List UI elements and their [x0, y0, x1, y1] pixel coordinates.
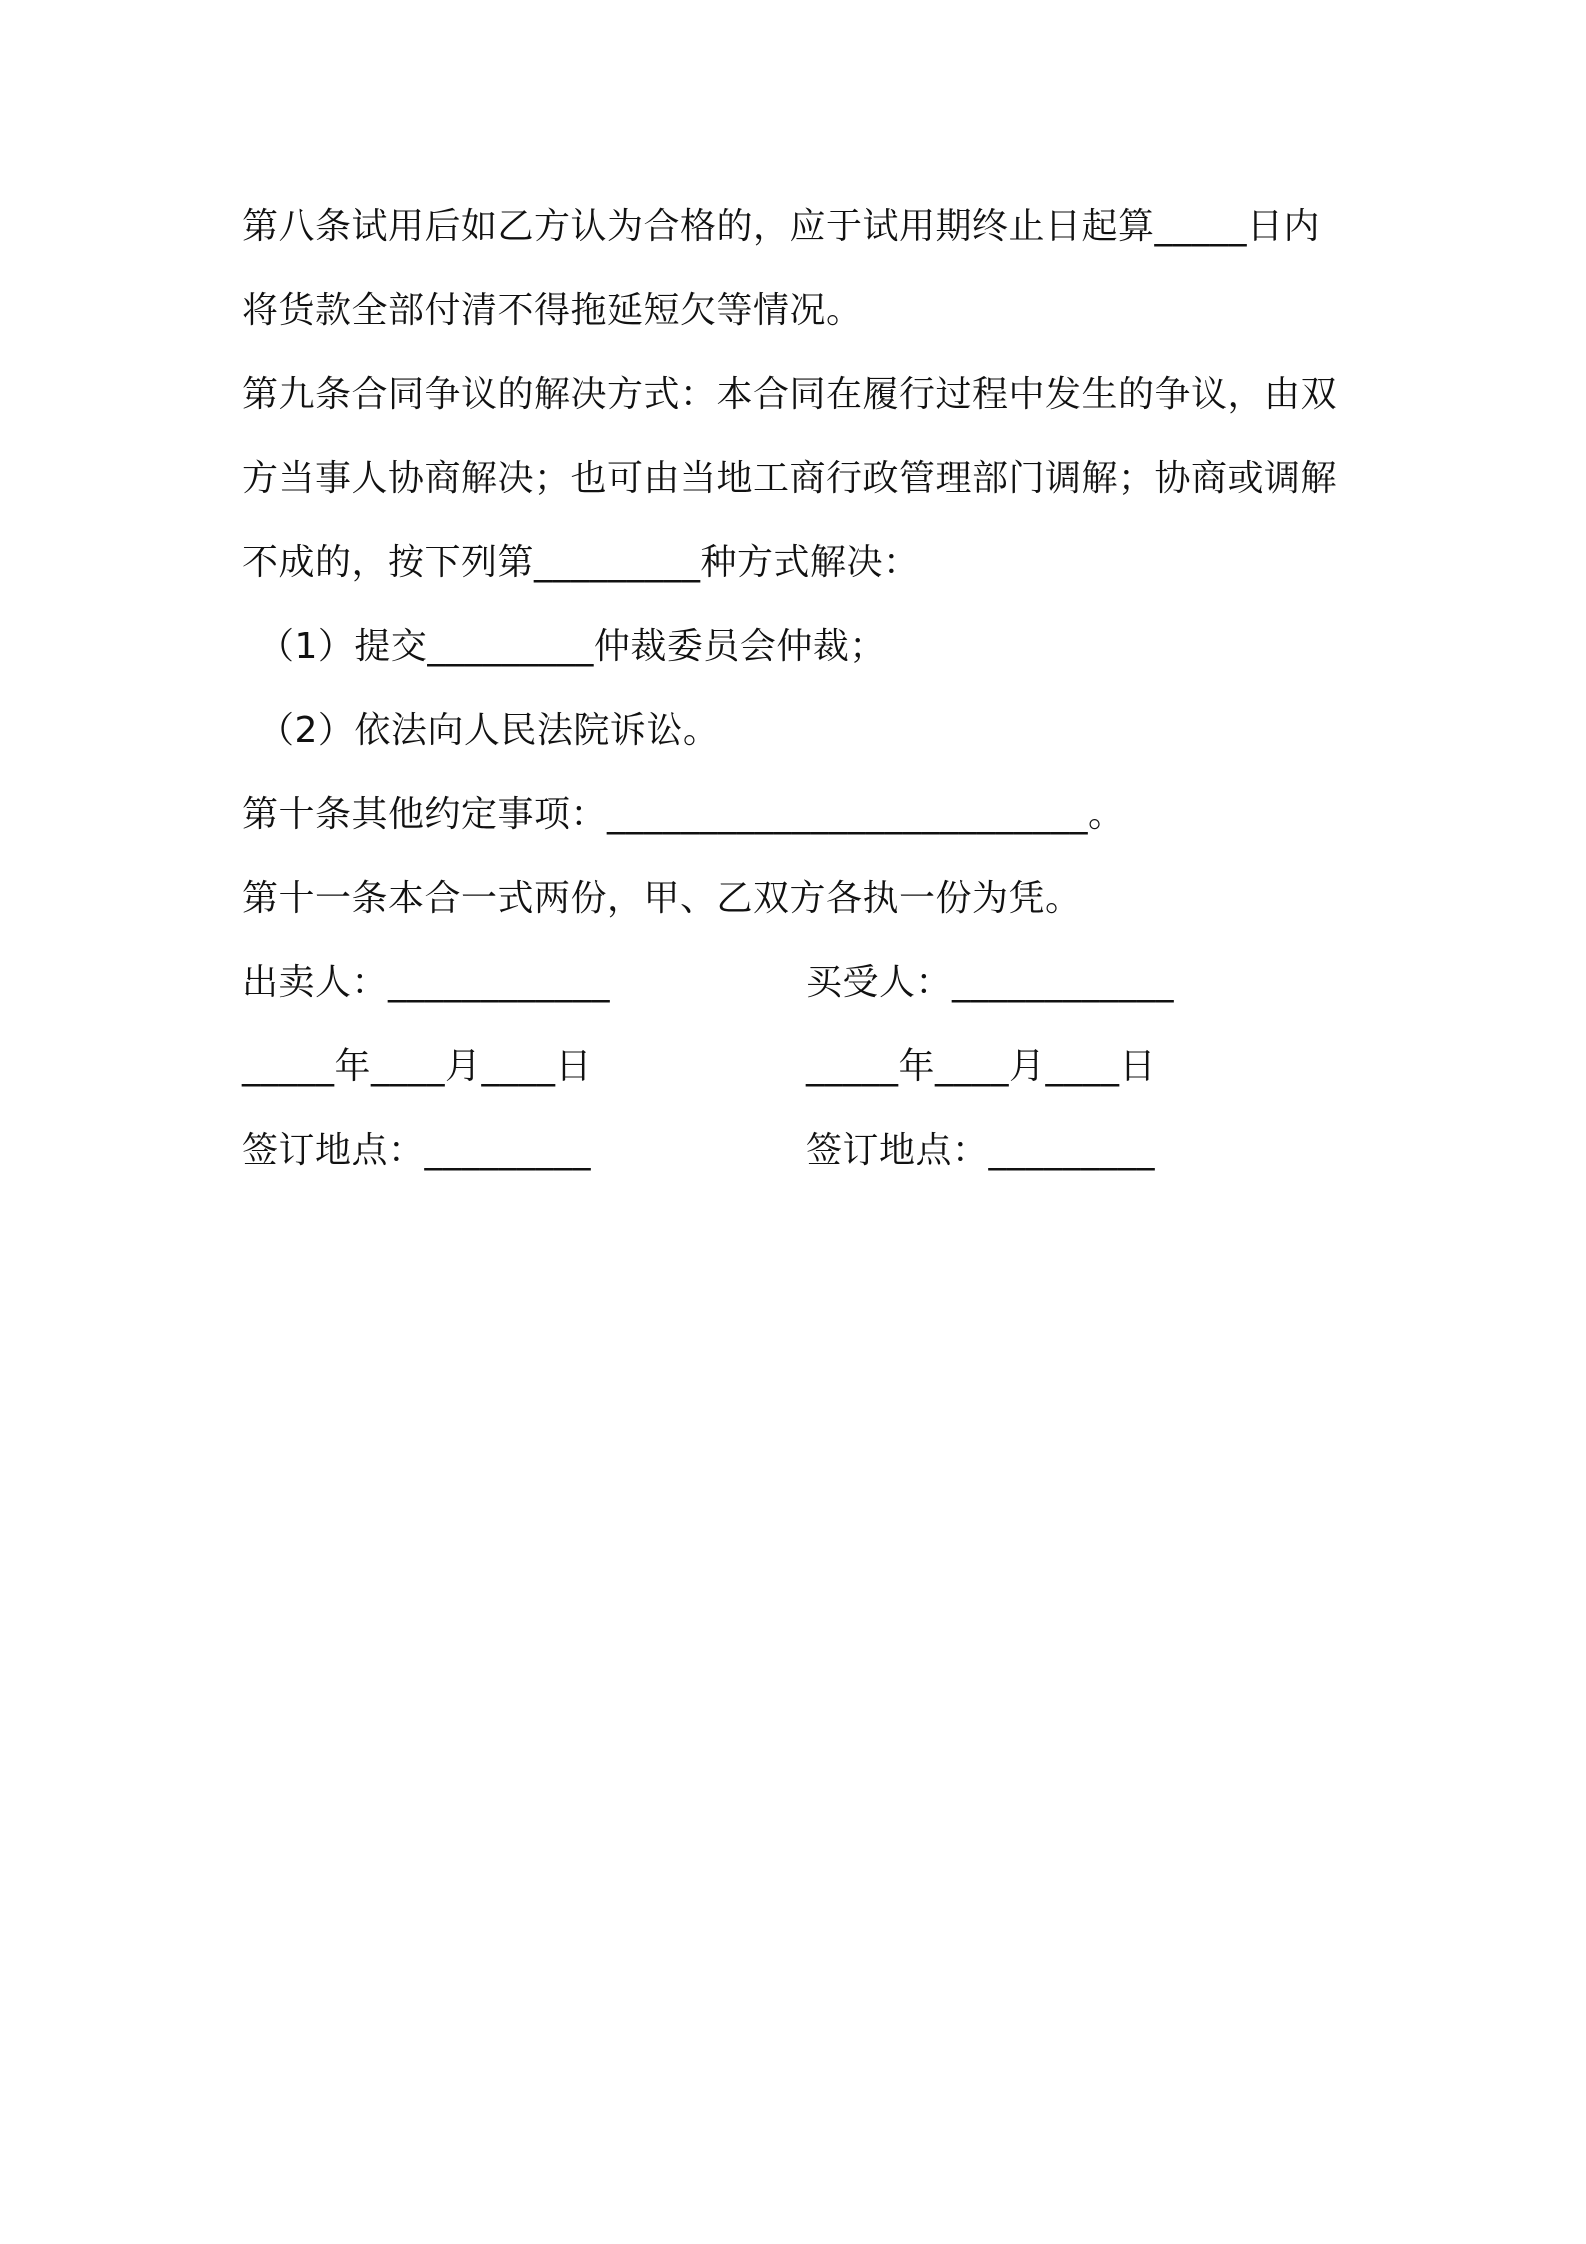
- article-8-line-2: 将货款全部付清不得拖延短欠等情况。: [242, 290, 863, 331]
- buyer-date: _____年____月____日: [806, 1046, 1157, 1087]
- seller-date: _____年____月____日: [242, 1046, 593, 1087]
- buyer-signature: 买受人：____________: [806, 962, 1175, 1003]
- article-9-line-2: 方当事人协商解决；也可由当地工商行政管理部门调解；协商或调解: [242, 458, 1338, 499]
- article-9-option-2: （2）依法向人民法院诉讼。: [258, 710, 720, 751]
- seller-signature: 出卖人：____________: [242, 962, 611, 1003]
- seller-signing-place: 签订地点：_________: [242, 1130, 592, 1171]
- article-10: 第十条其他约定事项：__________________________。: [242, 794, 1125, 835]
- buyer-signing-place: 签订地点：_________: [806, 1130, 1156, 1171]
- article-9-line-1: 第九条合同争议的解决方式：本合同在履行过程中发生的争议，由双: [242, 374, 1338, 415]
- article-11: 第十一条本合一式两份，甲、乙双方各执一份为凭。: [242, 878, 1082, 919]
- article-9-line-3: 不成的，按下列第_________种方式解决：: [242, 542, 920, 583]
- article-8-line-1: 第八条试用后如乙方认为合格的，应于试用期终止日起算_____日内: [242, 206, 1321, 247]
- article-9-option-1: （1）提交_________仲裁委员会仲裁；: [258, 626, 886, 667]
